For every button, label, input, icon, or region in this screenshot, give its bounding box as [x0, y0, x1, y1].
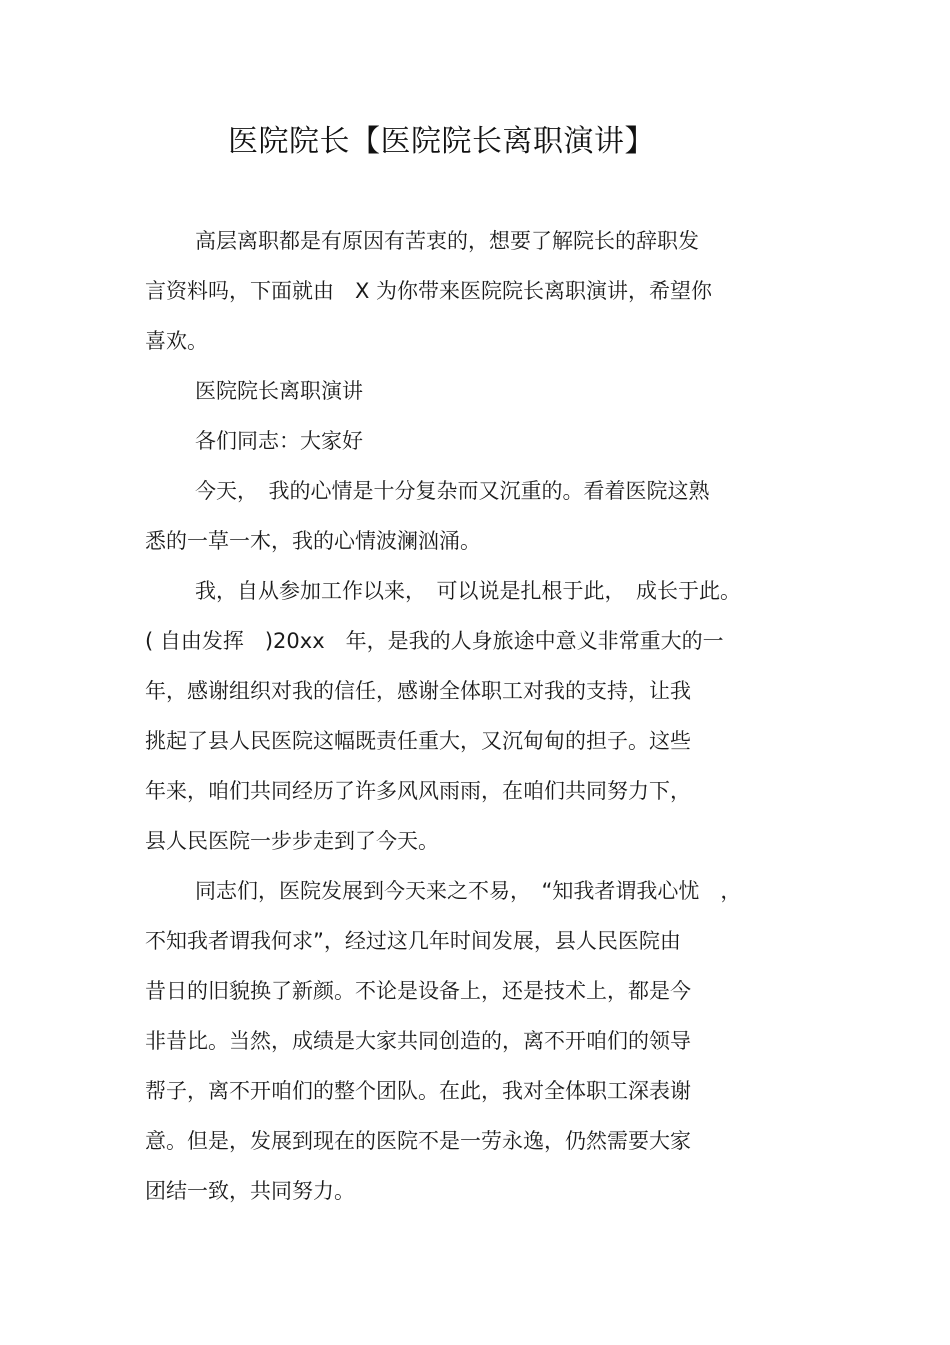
paragraph-2-line-4: 挑起了县人民医院这幅既责任重大，又沉甸甸的担子。这些 — [145, 729, 691, 753]
paragraph-2-line-5: 年来，咱们共同经历了许多风风雨雨，在咱们共同努力下， — [145, 779, 691, 803]
paragraph-1-line-1: 今天， 我的心情是十分复杂而又沉重的。看着医院这熟 — [195, 479, 710, 503]
document-title: 医院院长【医院院长离职演讲】 — [228, 124, 655, 159]
paragraph-2-line-3: 年，感谢组织对我的信任，感谢全体职工对我的支持，让我 — [145, 679, 691, 703]
paragraph-3-line-1: 同志们，医院发展到今天来之不易， “知我者谓我心忧 ， — [195, 879, 742, 903]
paragraph-3-line-5: 帮子，离不开咱们的整个团队。在此，我对全体职工深表谢 — [145, 1079, 691, 1103]
paragraph-2-line-1: 我，自从参加工作以来， 可以说是扎根于此， 成长于此。 — [195, 579, 741, 603]
paragraph-2-line-6: 县人民医院一步步走到了今天。 — [145, 829, 439, 853]
intro-line-2: 言资料吗，下面就由 X 为你带来医院院长离职演讲，希望你 — [145, 279, 713, 303]
paragraph-3-line-7: 团结一致，共同努力。 — [145, 1179, 355, 1203]
paragraph-2-line-2: ( 自由发挥 )20xx 年，是我的人身旅途中意义非常重大的一 — [145, 629, 724, 653]
speech-heading: 医院院长离职演讲 — [195, 379, 363, 403]
paragraph-3-line-4: 非昔比。当然，成绩是大家共同创造的，离不开咱们的领导 — [145, 1029, 691, 1053]
greeting: 各们同志：大家好 — [195, 429, 363, 453]
paragraph-3-line-2: 不知我者谓我何求”，经过这几年时间发展，县人民医院由 — [145, 929, 681, 953]
paragraph-3-line-6: 意。但是，发展到现在的医院不是一劳永逸，仍然需要大家 — [145, 1129, 691, 1153]
intro-line-3: 喜欢。 — [145, 329, 208, 353]
paragraph-3-line-3: 昔日的旧貌换了新颜。不论是设备上，还是技术上，都是今 — [145, 979, 691, 1003]
intro-line-1: 高层离职都是有原因有苦衷的，想要了解院长的辞职发 — [195, 229, 699, 253]
paragraph-1-line-2: 悉的一草一木，我的心情波澜汹涌。 — [145, 529, 481, 553]
